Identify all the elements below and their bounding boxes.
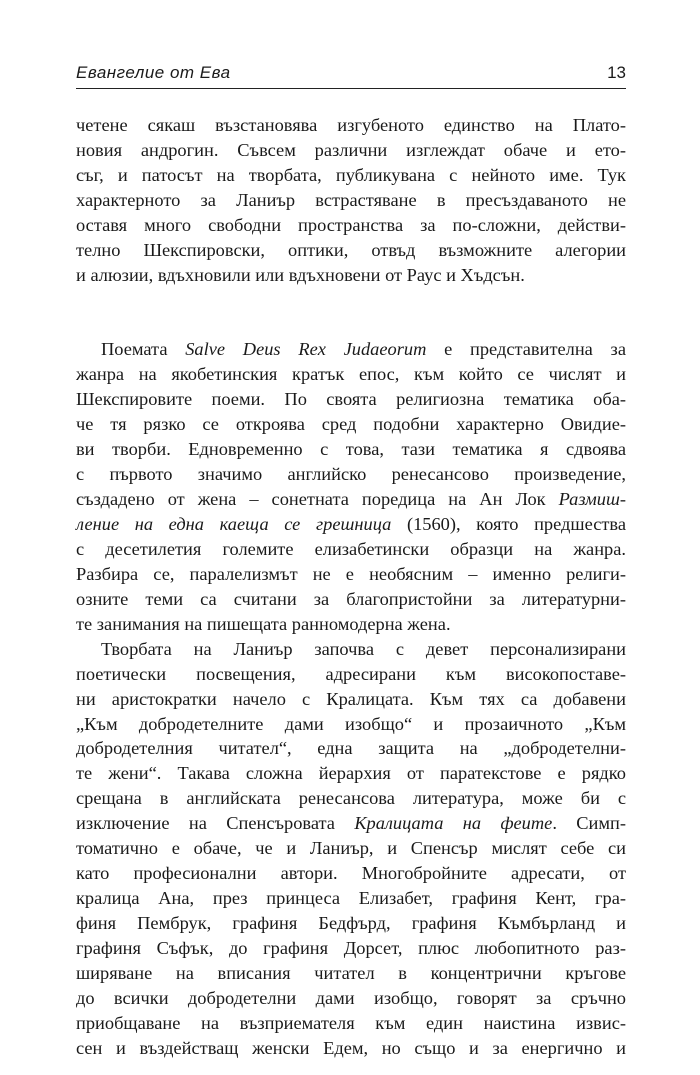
running-header (76, 60, 626, 89)
text-line: новия андрогин. Съвсем различни изглеждат обаче и ето- (76, 139, 626, 160)
text-line: четене сякаш възстановява изгубеното единство на Плато- (76, 115, 626, 135)
paragraph-3 (76, 637, 626, 1061)
text-line: ширяване на вписания читател в концентрични кръгове (76, 962, 626, 983)
text-run: изключение на Спенсъровата (76, 813, 355, 834)
text-line: финя Пембрук, графиня Бедфърд, графиня Къмбърланд и (76, 913, 626, 933)
text-line: графиня Съфък, до графиня Дорсет, плюс любопитното раз- (76, 937, 626, 958)
page-number: 13 (607, 63, 626, 82)
text-line: и алюзии, вдъхновили или вдъхновени от Раус и Хъдсън. (76, 264, 525, 285)
text-line: те жени“. Такава сложна йерархия от паратекстове е рядко (76, 763, 626, 784)
text-line: характерното за Ланиър встрастяване в пресъздаваното не (76, 189, 626, 210)
text-line (76, 487, 626, 512)
text-run: създадено от жена – сонетната поредица на Ан Лок (76, 489, 559, 510)
paragraph-1 (76, 113, 626, 288)
section-gap (76, 313, 626, 338)
section-gap (76, 288, 626, 313)
text-line: „Към добродетелните дами изобщо“ и прозаичното „Към (76, 713, 626, 734)
text-line: че тя рязко се откроява сред подобни характерно Овидие- (76, 414, 626, 435)
work-title: ление на една каеща се грешница (76, 514, 392, 534)
text-run: . Симп- (552, 813, 626, 834)
text-line: Шекспировите поеми. По своята религиозна тематика оба- (76, 389, 626, 410)
text-line: кралица Ана, през принцеса Елизабет, графиня Кент, гра- (76, 888, 626, 909)
work-title: Salve Deus Rex Judaeorum (185, 339, 427, 360)
text-line: до всички добродетелни дами изобщо, говорят за сръчно (76, 987, 626, 1008)
work-title: Кралицата на феите (354, 813, 553, 834)
text-line (76, 811, 626, 836)
text-run: (1560), която предшества (391, 514, 626, 534)
text-line: сен и въздействащ женски Едем, но също и за енергично и (76, 1037, 626, 1058)
text-line: томатично е обаче, че и Ланиър, и Спенсър мислят себе си (76, 838, 626, 859)
text-line: те занимания на пишещата ранномодерна жена. (76, 613, 451, 634)
text-line: телно Шекспировски, оптики, отвъд възможните алегории (76, 239, 626, 260)
text-line: ви творби. Едновременно с това, тази тематика я сдвоява (76, 439, 626, 460)
text-line: поетически посвещения, адресирани към високопоставе- (76, 663, 626, 684)
text-line: приобщаване на възприемателя към един наистина извис- (76, 1012, 626, 1033)
text-run: Поемата (101, 339, 186, 360)
text-line (76, 337, 626, 362)
body-text (76, 113, 626, 1061)
text-line: ни аристократки начело с Кралицата. Към тях са добавени (76, 688, 626, 709)
text-line: с първото значимо английско ренесансово произведение, (76, 464, 626, 485)
text-line: съг, и патосът на творбата, публикувана с нейното име. Тук (76, 164, 626, 185)
work-title: Размиш- (558, 489, 626, 510)
text-line (76, 512, 626, 537)
text-run: е представителна за (426, 339, 626, 360)
running-title: Евангелие от Ева (76, 63, 231, 82)
text-line: добродетелния читател“, една защита на „добродетелни- (76, 738, 626, 759)
text-line: озните теми са считани за благопристойни за литературни- (76, 588, 626, 609)
text-line: жанра на якобетинския кратък епос, към който се числят и (76, 364, 626, 385)
text-line: оставя много свободни пространства за по-сложни, действи- (76, 214, 626, 235)
text-line: срещана в английската ренесансова литература, може би с (76, 788, 626, 809)
text-line: с десетилетия големите елизабетински образци на жанра. (76, 538, 626, 559)
text-line: Творбата на Ланиър започва с девет персонализирани (101, 638, 626, 659)
text-line: Разбира се, паралелизмът не е необясним – именно религи- (76, 563, 626, 584)
paragraph-2 (76, 337, 626, 636)
text-line: като професионални автори. Многобройните адресати, от (76, 863, 626, 884)
